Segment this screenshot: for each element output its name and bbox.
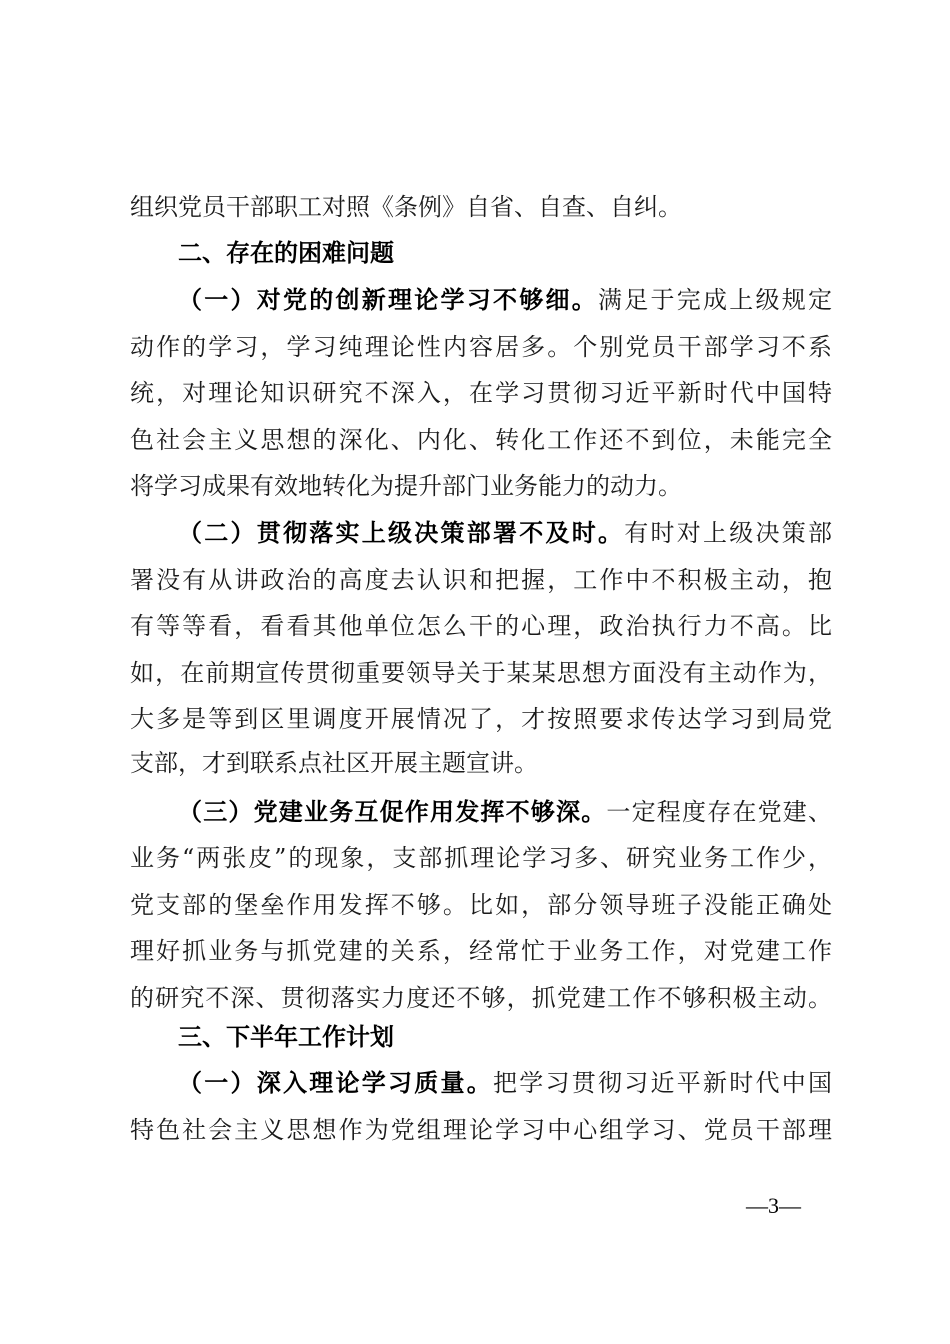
heading-text: 三、下半年工作计划 bbox=[178, 1023, 394, 1051]
line-text: 满足于完成上级规定 bbox=[598, 286, 832, 314]
line-text: 支部，才到联系点社区开展主题宣讲。 bbox=[130, 749, 538, 777]
text-line bbox=[130, 981, 832, 1015]
line-text: 有等等看，看看其他单位怎么干的心理，政治执行力不高。比 bbox=[130, 612, 832, 640]
line-text: 署没有从讲政治的高度去认识和把握，工作中不积极主动，抱 bbox=[130, 566, 832, 594]
text-line bbox=[130, 190, 832, 224]
paragraph-lead: （三）党建业务互促作用发挥不够深。 bbox=[178, 797, 607, 826]
section-heading bbox=[178, 236, 832, 270]
line-text: 有时对上级决策部 bbox=[624, 519, 832, 547]
text-line bbox=[130, 563, 832, 597]
text-line bbox=[178, 795, 832, 829]
line-text: 业务“两张皮”的现象，支部抓理论学习多、研究业务工作少， bbox=[130, 844, 832, 872]
line-text: 理好抓业务与抓党建的关系，经常忙于业务工作，对党建工作 bbox=[130, 937, 832, 965]
paragraph-lead: （一）对党的创新理论学习不够细。 bbox=[178, 285, 598, 314]
line-text: 特色社会主义思想作为党组理论学习中心组学习、党员干部理 bbox=[130, 1116, 832, 1144]
line-text: 如，在前期宣传贯彻重要领导关于某某思想方面没有主动作为， bbox=[130, 659, 832, 687]
line-text: 组织党员干部职工对照《条例》自省、自查、自纠。 bbox=[130, 193, 682, 221]
text-line bbox=[130, 423, 832, 457]
section-heading bbox=[178, 1020, 832, 1054]
text-line bbox=[130, 746, 832, 780]
text-line bbox=[178, 1066, 832, 1100]
text-line bbox=[178, 516, 832, 550]
text-line bbox=[130, 656, 832, 690]
text-line bbox=[130, 702, 832, 736]
text-line bbox=[130, 888, 832, 922]
heading-text: 二、存在的困难问题 bbox=[178, 239, 394, 267]
paragraph-lead: （二）贯彻落实上级决策部署不及时。 bbox=[178, 518, 625, 547]
text-line bbox=[130, 376, 832, 410]
text-line bbox=[130, 1113, 832, 1147]
paragraph-lead: （一）深入理论学习质量。 bbox=[178, 1068, 493, 1097]
line-text: 的研究不深、贯彻落实力度还不够，抓党建工作不够积极主动。 bbox=[130, 984, 832, 1012]
text-line bbox=[130, 469, 832, 503]
line-text: 把学习贯彻习近平新时代中国 bbox=[493, 1069, 832, 1097]
line-text: 大多是等到区里调度开展情况了，才按照要求传达学习到局党 bbox=[130, 705, 832, 733]
text-line bbox=[130, 609, 832, 643]
text-line bbox=[130, 841, 832, 875]
line-text: 动作的学习，学习纯理论性内容居多。个别党员干部学习不系 bbox=[130, 333, 832, 361]
text-line bbox=[130, 934, 832, 968]
text-line bbox=[130, 330, 832, 364]
line-text: 党支部的堡垒作用发挥不够。比如，部分领导班子没能正确处 bbox=[130, 891, 832, 919]
page-number: —3— bbox=[746, 1193, 801, 1218]
text-line bbox=[178, 283, 832, 317]
line-text: 统，对理论知识研究不深入，在学习贯彻习近平新时代中国特 bbox=[130, 379, 832, 407]
line-text: 一定程度存在党建、 bbox=[606, 798, 833, 826]
line-text: 将学习成果有效地转化为提升部门业务能力的动力。 bbox=[130, 472, 682, 500]
line-text: 色社会主义思想的深化、内化、转化工作还不到位，未能完全 bbox=[130, 426, 832, 454]
